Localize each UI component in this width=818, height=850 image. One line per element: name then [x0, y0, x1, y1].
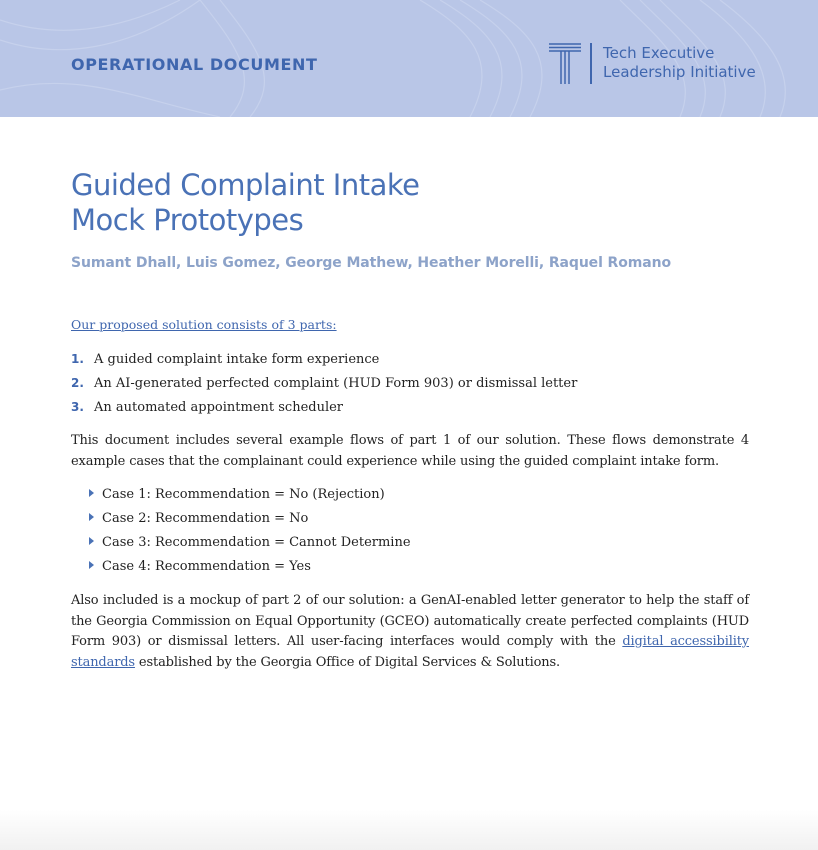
tech-executive-t-icon	[548, 43, 582, 85]
list-item-text: An AI-generated perfected complaint (HUD Form 903) or dismissal letter	[94, 376, 578, 391]
flows-paragraph: This document includes several example flows of part 1 of our solution. These flows demonstrate 4 example cases that the complainant could experience while using the guided complaint intake form.	[71, 433, 749, 469]
triangle-bullet-icon	[89, 489, 94, 497]
solution-parts-list	[71, 352, 577, 424]
list-item	[89, 511, 411, 535]
list-item-text: Case 1: Recommendation = No (Rejection)	[102, 487, 385, 502]
mockup-paragraph	[71, 591, 749, 673]
document-type-label: OPERATIONAL DOCUMENT	[71, 55, 318, 74]
organization-name-line2: Leadership Initiative	[603, 63, 756, 81]
accessibility-standards-link[interactable]: digital accessibility standards	[71, 634, 749, 670]
organization-name	[603, 44, 756, 82]
document-title	[71, 168, 419, 238]
title-line1: Guided Complaint Intake	[71, 168, 420, 202]
cases-list	[89, 487, 411, 583]
page-footer-shadow	[0, 810, 818, 850]
triangle-bullet-icon	[89, 537, 94, 545]
list-item-text: An automated appointment scheduler	[94, 400, 344, 415]
list-item	[71, 376, 577, 400]
list-item	[89, 559, 411, 583]
paragraph-text: established by the Georgia Office of Digital Services & Solutions.	[134, 654, 560, 670]
paragraph-text: Also included is a mockup of part 2 of our solution: a GenAI-enabled letter generator to help the staff of the Georgia Commission on Equal Opportunity (GCEO) automatically create perfected complaints (HUD Form 903) or dismissal letters. All user-facing interfaces would comply with the	[71, 593, 749, 649]
list-item-text: Case 3: Recommendation = Cannot Determine	[102, 535, 411, 550]
list-item	[71, 400, 577, 424]
authors: Sumant Dhall, Luis Gomez, George Mathew, Heather Morelli, Raquel Romano	[71, 255, 671, 271]
title-line2: Mock Prototypes	[71, 203, 304, 237]
list-number: 3.	[71, 400, 84, 414]
list-item-text: Case 4: Recommendation = Yes	[102, 559, 311, 574]
list-item-text: A guided complaint intake form experience	[94, 352, 380, 367]
triangle-bullet-icon	[89, 513, 94, 521]
list-item	[71, 352, 577, 376]
list-item	[89, 487, 411, 511]
list-item-text: Case 2: Recommendation = No	[102, 511, 309, 526]
logo-divider	[590, 43, 592, 84]
header-banner	[0, 0, 818, 117]
proposed-solution-link[interactable]: Our proposed solution consists of 3 parts:	[71, 317, 337, 332]
list-number: 1.	[71, 352, 84, 366]
organization-name-line1: Tech Executive	[603, 44, 715, 62]
triangle-bullet-icon	[89, 561, 94, 569]
list-number: 2.	[71, 376, 84, 390]
list-item	[89, 535, 411, 559]
